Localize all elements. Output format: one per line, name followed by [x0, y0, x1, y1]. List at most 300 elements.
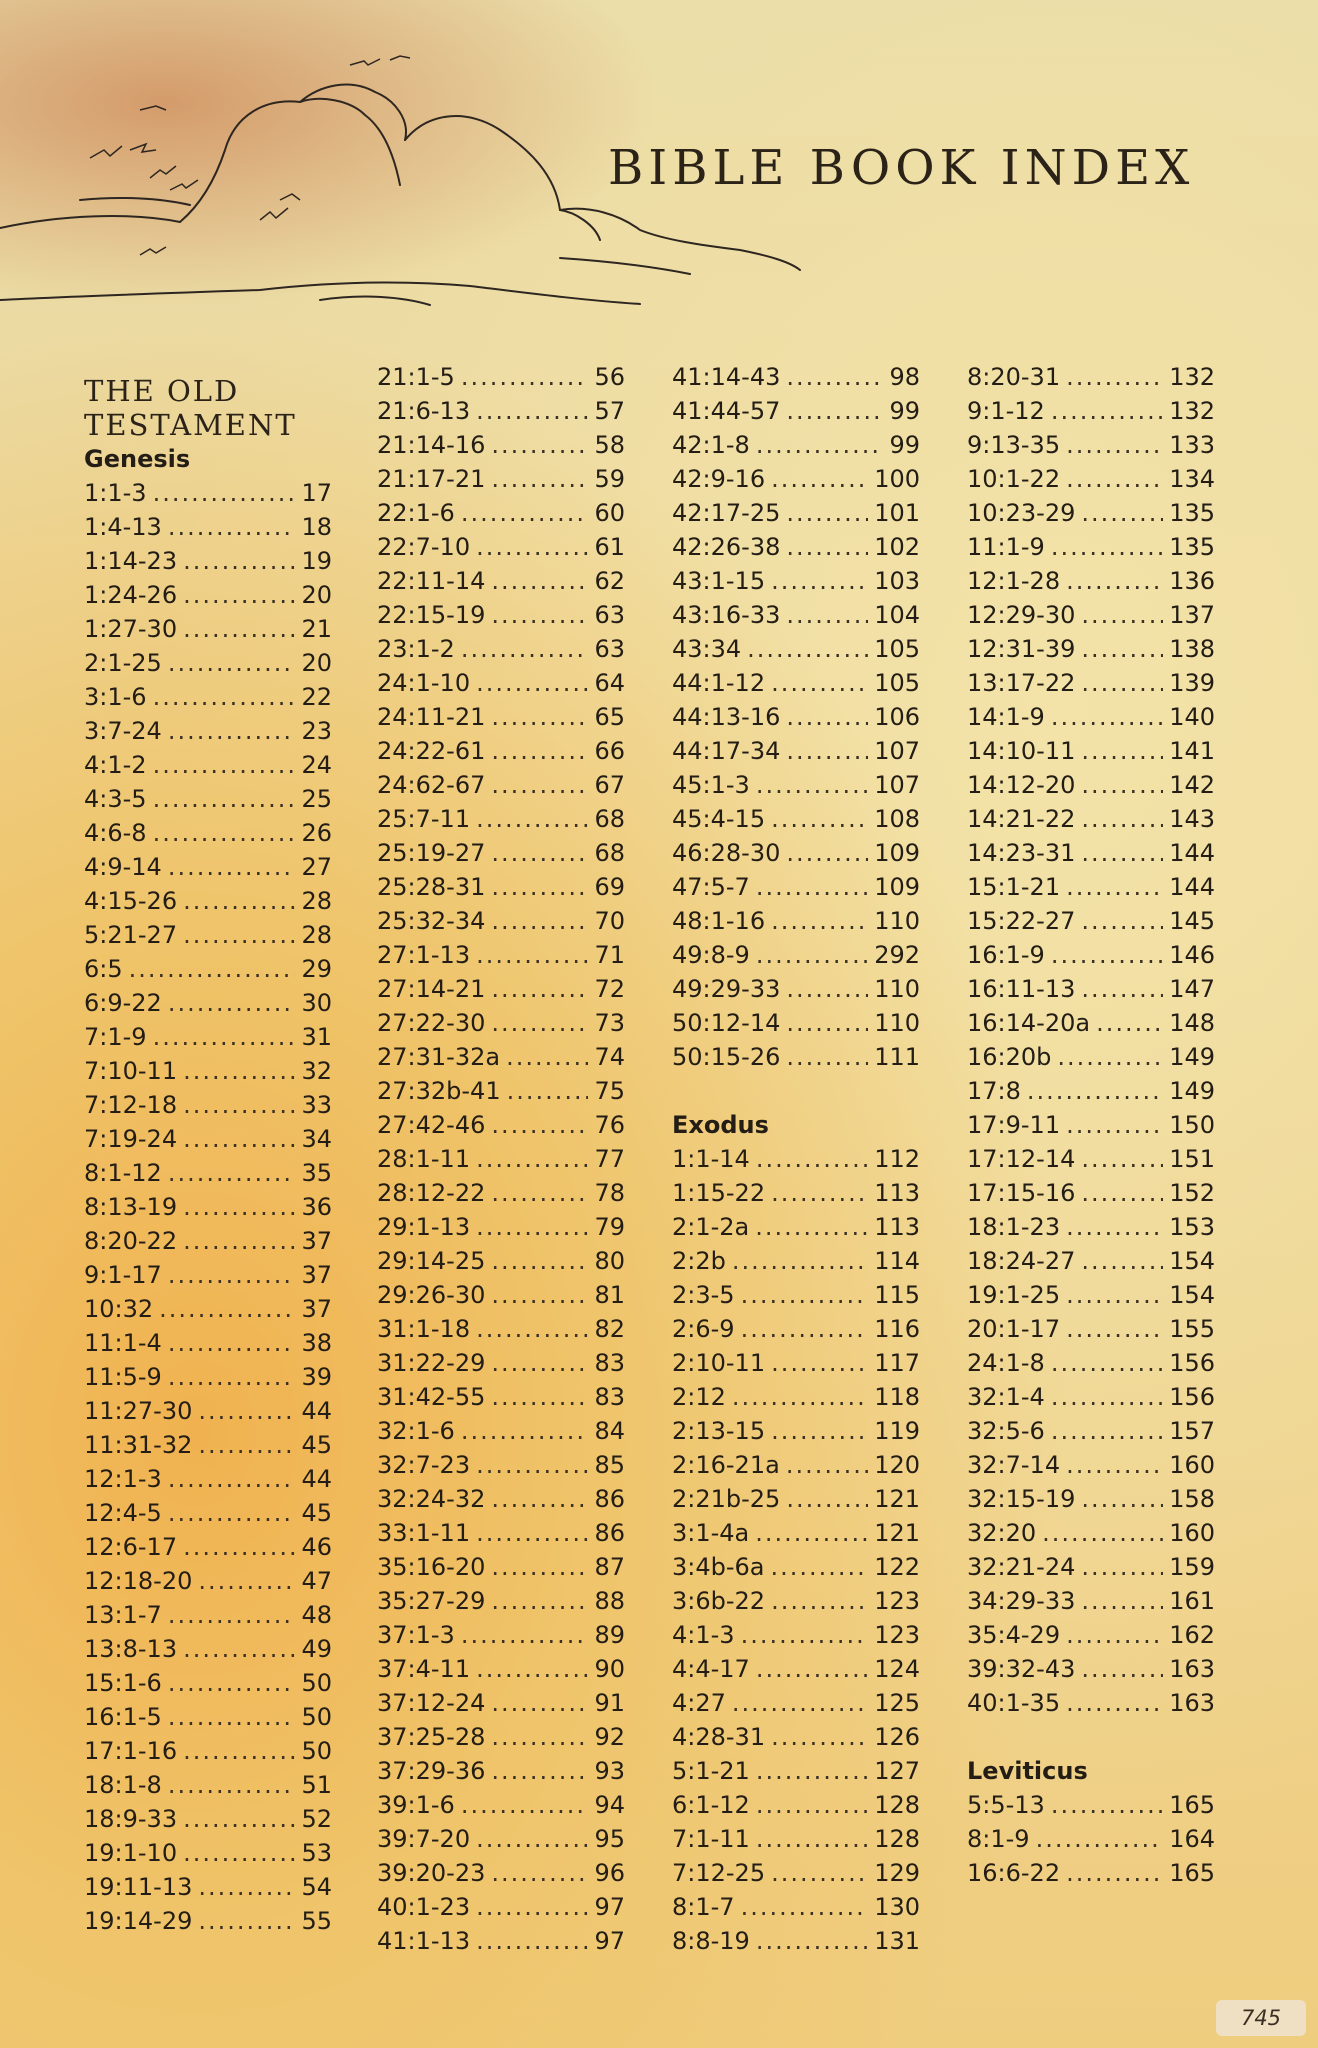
entry-page-number: 52 — [301, 1805, 332, 1833]
entry-page-number: 128 — [874, 1791, 920, 1819]
index-entry — [377, 802, 625, 836]
entry-page-number: 48 — [301, 1601, 332, 1629]
index-entry — [967, 666, 1215, 700]
entry-page-number: 78 — [594, 1179, 625, 1207]
leader-dots — [461, 360, 589, 394]
index-entry — [672, 1686, 920, 1720]
entry-page-number: 133 — [1169, 431, 1215, 459]
index-entry — [377, 496, 625, 530]
index-entry — [672, 938, 920, 972]
index-entry — [84, 1156, 332, 1190]
entry-page-number: 65 — [594, 703, 625, 731]
entry-page-number: 142 — [1169, 771, 1215, 799]
index-entry — [672, 1142, 920, 1176]
entry-reference: 5:21-27 — [84, 921, 178, 949]
index-entry — [967, 1618, 1215, 1652]
entry-page-number: 113 — [874, 1179, 920, 1207]
entry-reference: 44:1-12 — [672, 669, 766, 697]
entry-reference: 27:42-46 — [377, 1111, 486, 1139]
index-entry — [672, 462, 920, 496]
leader-dots — [741, 1312, 869, 1346]
entry-page-number: 144 — [1169, 839, 1215, 867]
leader-dots — [771, 1176, 868, 1210]
leader-dots — [491, 598, 588, 632]
entry-reference: 4:27 — [672, 1689, 726, 1717]
index-entry — [672, 1278, 920, 1312]
entry-page-number: 89 — [594, 1621, 625, 1649]
index-entry — [377, 700, 625, 734]
index-entry — [84, 884, 332, 918]
leader-dots — [491, 1482, 588, 1516]
leader-dots — [1066, 564, 1163, 598]
entry-reference: 31:42-55 — [377, 1383, 486, 1411]
entry-reference: 2:3-5 — [672, 1281, 735, 1309]
entry-reference: 21:14-16 — [377, 431, 486, 459]
entry-page-number: 149 — [1169, 1077, 1215, 1105]
leader-dots — [771, 1856, 868, 1890]
index-column-3 — [672, 360, 920, 1958]
entry-reference: 4:3-5 — [84, 785, 147, 813]
entry-page-number: 157 — [1169, 1417, 1215, 1445]
entry-page-number: 156 — [1169, 1383, 1215, 1411]
leader-dots — [1066, 360, 1163, 394]
index-entry — [377, 1856, 625, 1890]
entry-page-number: 20 — [301, 581, 332, 609]
entry-page-number: 136 — [1169, 567, 1215, 595]
index-entry — [967, 1516, 1215, 1550]
leader-dots — [1066, 1278, 1163, 1312]
index-entry — [672, 1584, 920, 1618]
index-entry — [672, 836, 920, 870]
leader-dots — [461, 1788, 589, 1822]
entry-page-number: 57 — [594, 397, 625, 425]
entry-reference: 43:1-15 — [672, 567, 766, 595]
index-entry — [967, 360, 1215, 394]
entry-reference: 24:1-8 — [967, 1349, 1045, 1377]
leader-dots — [1051, 938, 1163, 972]
entry-reference: 8:20-22 — [84, 1227, 178, 1255]
entry-reference: 25:7-11 — [377, 805, 471, 833]
index-entry — [967, 802, 1215, 836]
entry-page-number: 103 — [874, 567, 920, 595]
entry-reference: 24:22-61 — [377, 737, 486, 765]
leader-dots — [491, 428, 588, 462]
leader-dots — [168, 1156, 296, 1190]
leader-dots — [756, 1652, 868, 1686]
entry-page-number: 19 — [301, 547, 332, 575]
entry-reference: 5:1-21 — [672, 1757, 750, 1785]
index-entry — [377, 1822, 625, 1856]
index-entry — [672, 1040, 920, 1074]
index-entry — [967, 938, 1215, 972]
entry-page-number: 91 — [594, 1689, 625, 1717]
leader-dots — [1066, 1312, 1163, 1346]
leader-dots — [786, 1006, 868, 1040]
entry-reference: 16:14-20a — [967, 1009, 1091, 1037]
entry-page-number: 34 — [301, 1125, 332, 1153]
entry-page-number: 155 — [1169, 1315, 1215, 1343]
leader-dots — [732, 1244, 868, 1278]
index-entry — [377, 360, 625, 394]
entry-reference: 19:11-13 — [84, 1873, 193, 1901]
entry-page-number: 60 — [594, 499, 625, 527]
leader-dots — [1081, 666, 1163, 700]
entry-reference: 25:28-31 — [377, 873, 486, 901]
entry-page-number: 161 — [1169, 1587, 1215, 1615]
leader-dots — [1066, 1618, 1163, 1652]
entry-page-number: 92 — [594, 1723, 625, 1751]
entry-reference: 50:12-14 — [672, 1009, 781, 1037]
section-title: THE OLD TESTAMENT — [84, 374, 297, 442]
index-entry — [967, 1244, 1215, 1278]
book-heading: Genesis — [84, 445, 191, 473]
leader-dots — [168, 850, 296, 884]
entry-page-number: 22 — [301, 683, 332, 711]
leader-dots — [461, 1618, 589, 1652]
index-entry — [672, 904, 920, 938]
index-entry — [377, 1618, 625, 1652]
leader-dots — [168, 1258, 296, 1292]
entry-reference: 15:22-27 — [967, 907, 1076, 935]
entry-page-number: 102 — [874, 533, 920, 561]
leader-dots — [491, 462, 588, 496]
index-entry — [967, 734, 1215, 768]
leader-dots — [732, 1380, 868, 1414]
leader-dots — [741, 1890, 869, 1924]
entry-page-number: 18 — [301, 513, 332, 541]
leader-dots — [183, 612, 295, 646]
entry-page-number: 33 — [301, 1091, 332, 1119]
index-entry — [84, 1428, 332, 1462]
entry-page-number: 131 — [874, 1927, 920, 1955]
entry-page-number: 123 — [874, 1621, 920, 1649]
index-entry — [377, 1482, 625, 1516]
entry-page-number: 109 — [874, 839, 920, 867]
entry-reference: 18:1-23 — [967, 1213, 1061, 1241]
entry-reference: 45:4-15 — [672, 805, 766, 833]
entry-page-number: 51 — [301, 1771, 332, 1799]
leader-dots — [1081, 904, 1163, 938]
index-entry — [84, 1258, 332, 1292]
leader-dots — [755, 1210, 868, 1244]
index-entry — [672, 632, 920, 666]
entry-page-number: 153 — [1169, 1213, 1215, 1241]
entry-page-number: 20 — [301, 649, 332, 677]
leader-dots — [491, 1754, 588, 1788]
entry-reference: 47:5-7 — [672, 873, 750, 901]
index-entry — [377, 768, 625, 802]
leader-dots — [1036, 1822, 1164, 1856]
index-entry — [377, 904, 625, 938]
leader-dots — [1096, 1006, 1163, 1040]
entry-page-number: 27 — [301, 853, 332, 881]
entry-reference: 11:1-9 — [967, 533, 1045, 561]
entry-reference: 6:5 — [84, 955, 123, 983]
entry-page-number: 135 — [1169, 499, 1215, 527]
leader-dots — [771, 1414, 868, 1448]
index-entry — [377, 1074, 625, 1108]
index-entry — [84, 1496, 332, 1530]
leader-dots — [1066, 1210, 1163, 1244]
index-entry — [672, 700, 920, 734]
entry-page-number: 25 — [301, 785, 332, 813]
entry-reference: 11:27-30 — [84, 1397, 193, 1425]
entry-reference: 24:62-67 — [377, 771, 486, 799]
entry-page-number: 81 — [594, 1281, 625, 1309]
entry-reference: 11:31-32 — [84, 1431, 193, 1459]
index-entry — [672, 870, 920, 904]
leader-dots — [159, 1292, 295, 1326]
entry-reference: 16:20b — [967, 1043, 1052, 1071]
entry-page-number: 110 — [874, 975, 920, 1003]
entry-page-number: 132 — [1169, 363, 1215, 391]
leader-dots — [756, 1754, 868, 1788]
leader-dots — [168, 1496, 296, 1530]
entry-reference: 14:12-20 — [967, 771, 1076, 799]
index-entry — [967, 1788, 1215, 1822]
entry-reference: 8:1-9 — [967, 1825, 1030, 1853]
leader-dots — [168, 1598, 296, 1632]
entry-page-number: 129 — [874, 1859, 920, 1887]
entry-page-number: 30 — [301, 989, 332, 1017]
index-entry — [84, 952, 332, 986]
entry-page-number: 117 — [874, 1349, 920, 1377]
leader-dots — [183, 884, 295, 918]
entry-page-number: 63 — [594, 635, 625, 663]
index-entry — [377, 1176, 625, 1210]
index-entry — [672, 666, 920, 700]
index-entry — [967, 768, 1215, 802]
entry-page-number: 44 — [301, 1465, 332, 1493]
section-gap — [967, 1720, 1215, 1754]
entry-reference: 18:9-33 — [84, 1805, 178, 1833]
leader-dots — [1057, 1040, 1163, 1074]
entry-page-number: 49 — [301, 1635, 332, 1663]
index-entry — [84, 680, 332, 714]
index-entry — [377, 1754, 625, 1788]
leader-dots — [476, 1210, 588, 1244]
leader-dots — [491, 1550, 588, 1584]
leader-dots — [461, 496, 589, 530]
leader-dots — [491, 700, 588, 734]
leader-dots — [183, 1088, 295, 1122]
entry-reference: 44:17-34 — [672, 737, 781, 765]
leader-dots — [183, 1734, 295, 1768]
index-entry — [967, 870, 1215, 904]
leader-dots — [755, 1516, 868, 1550]
entry-reference: 1:1-14 — [672, 1145, 750, 1173]
leader-dots — [786, 836, 868, 870]
entry-page-number: 62 — [594, 567, 625, 595]
leader-dots — [1066, 428, 1163, 462]
entry-reference: 2:1-25 — [84, 649, 162, 677]
leader-dots — [1081, 632, 1163, 666]
leader-dots — [491, 1006, 588, 1040]
index-entry — [967, 836, 1215, 870]
index-entry — [377, 1006, 625, 1040]
leader-dots — [1066, 1856, 1163, 1890]
entry-page-number: 159 — [1169, 1553, 1215, 1581]
entry-reference: 12:1-28 — [967, 567, 1061, 595]
index-entry — [672, 496, 920, 530]
entry-reference: 19:1-10 — [84, 1839, 178, 1867]
leader-dots — [168, 1768, 296, 1802]
entry-page-number: 105 — [874, 635, 920, 663]
entry-reference: 32:5-6 — [967, 1417, 1045, 1445]
index-entry — [84, 986, 332, 1020]
section-gap — [672, 1074, 920, 1108]
entry-page-number: 87 — [594, 1553, 625, 1581]
entry-reference: 13:17-22 — [967, 669, 1076, 697]
index-entry — [377, 1278, 625, 1312]
entry-page-number: 99 — [889, 431, 920, 459]
entry-reference: 46:28-30 — [672, 839, 781, 867]
entry-reference: 29:1-13 — [377, 1213, 471, 1241]
entry-reference: 28:1-11 — [377, 1145, 471, 1173]
page-title: BIBLE BOOK INDEX — [608, 140, 1195, 196]
entry-reference: 12:1-3 — [84, 1465, 162, 1493]
index-entry — [672, 1006, 920, 1040]
entry-reference: 35:4-29 — [967, 1621, 1061, 1649]
entry-reference: 32:1-6 — [377, 1417, 455, 1445]
entry-reference: 3:1-6 — [84, 683, 147, 711]
leader-dots — [183, 918, 295, 952]
index-entry — [84, 1462, 332, 1496]
entry-page-number: 46 — [301, 1533, 332, 1561]
index-entry — [967, 904, 1215, 938]
entry-reference: 12:6-17 — [84, 1533, 178, 1561]
entry-reference: 22:1-6 — [377, 499, 455, 527]
leader-dots — [476, 1312, 588, 1346]
entry-page-number: 71 — [594, 941, 625, 969]
entry-reference: 8:1-7 — [672, 1893, 735, 1921]
leader-dots — [1042, 1516, 1163, 1550]
entry-reference: 9:1-12 — [967, 397, 1045, 425]
index-entry — [84, 918, 332, 952]
entry-reference: 7:10-11 — [84, 1057, 178, 1085]
index-entry — [377, 972, 625, 1006]
index-entry — [967, 428, 1215, 462]
entry-reference: 27:32b-41 — [377, 1077, 501, 1105]
entry-reference: 7:12-18 — [84, 1091, 178, 1119]
entry-reference: 42:26-38 — [672, 533, 781, 561]
index-entry — [672, 1448, 920, 1482]
index-entry — [84, 578, 332, 612]
index-entry — [672, 734, 920, 768]
entry-page-number: 152 — [1169, 1179, 1215, 1207]
index-entry — [967, 1278, 1215, 1312]
leader-dots — [198, 1904, 295, 1938]
index-entry — [967, 394, 1215, 428]
index-entry — [377, 1142, 625, 1176]
entry-page-number: 23 — [301, 717, 332, 745]
entry-page-number: 94 — [594, 1791, 625, 1819]
leader-dots — [786, 1040, 868, 1074]
entry-reference: 12:18-20 — [84, 1567, 193, 1595]
entry-reference: 32:1-4 — [967, 1383, 1045, 1411]
index-entry — [672, 1516, 920, 1550]
entry-page-number: 119 — [874, 1417, 920, 1445]
entry-page-number: 109 — [874, 873, 920, 901]
entry-page-number: 31 — [301, 1023, 332, 1051]
entry-page-number: 53 — [301, 1839, 332, 1867]
entry-page-number: 292 — [874, 941, 920, 969]
entry-page-number: 79 — [594, 1213, 625, 1241]
index-entry — [377, 564, 625, 598]
index-entry — [967, 1346, 1215, 1380]
leader-dots — [168, 510, 296, 544]
entry-reference: 4:1-2 — [84, 751, 147, 779]
index-entry — [967, 1006, 1215, 1040]
leader-dots — [1081, 1176, 1163, 1210]
entry-page-number: 28 — [301, 887, 332, 915]
entry-page-number: 45 — [301, 1499, 332, 1527]
leader-dots — [786, 734, 868, 768]
index-entry — [84, 1836, 332, 1870]
leader-dots — [491, 768, 588, 802]
leader-dots — [476, 394, 588, 428]
entry-page-number: 37 — [301, 1227, 332, 1255]
entry-page-number: 163 — [1169, 1689, 1215, 1717]
entry-page-number: 84 — [594, 1417, 625, 1445]
leader-dots — [198, 1564, 295, 1598]
index-column-2 — [377, 360, 625, 1958]
entry-page-number: 73 — [594, 1009, 625, 1037]
entry-reference: 3:7-24 — [84, 717, 162, 745]
entry-reference: 25:32-34 — [377, 907, 486, 935]
entry-reference: 32:7-23 — [377, 1451, 471, 1479]
leader-dots — [198, 1428, 295, 1462]
index-entry — [672, 530, 920, 564]
index-column-4 — [967, 360, 1215, 1890]
leader-dots — [786, 972, 868, 1006]
entry-page-number: 24 — [301, 751, 332, 779]
entry-reference: 20:1-17 — [967, 1315, 1061, 1343]
leader-dots — [491, 1380, 588, 1414]
entry-reference: 14:21-22 — [967, 805, 1076, 833]
leader-dots — [786, 360, 883, 394]
index-entry — [672, 564, 920, 598]
entry-page-number: 108 — [874, 805, 920, 833]
index-entry — [672, 394, 920, 428]
entry-page-number: 146 — [1169, 941, 1215, 969]
leader-dots — [1051, 1346, 1163, 1380]
leader-dots — [491, 972, 588, 1006]
entry-page-number: 83 — [594, 1349, 625, 1377]
leader-dots — [771, 1346, 868, 1380]
index-entry — [377, 1108, 625, 1142]
index-entry — [672, 1754, 920, 1788]
entry-reference: 43:16-33 — [672, 601, 781, 629]
entry-page-number: 154 — [1169, 1247, 1215, 1275]
leader-dots — [1081, 496, 1163, 530]
entry-page-number: 138 — [1169, 635, 1215, 663]
entry-page-number: 37 — [301, 1261, 332, 1289]
index-entry — [672, 1788, 920, 1822]
leader-dots — [183, 1632, 295, 1666]
entry-page-number: 113 — [874, 1213, 920, 1241]
index-entry — [377, 1414, 625, 1448]
entry-page-number: 121 — [874, 1519, 920, 1547]
entry-page-number: 160 — [1169, 1519, 1215, 1547]
entry-reference: 27:1-13 — [377, 941, 471, 969]
leader-dots — [1081, 768, 1163, 802]
entry-page-number: 115 — [874, 1281, 920, 1309]
index-entry — [672, 1346, 920, 1380]
entry-page-number: 59 — [594, 465, 625, 493]
leader-dots — [183, 1802, 295, 1836]
index-entry — [84, 850, 332, 884]
